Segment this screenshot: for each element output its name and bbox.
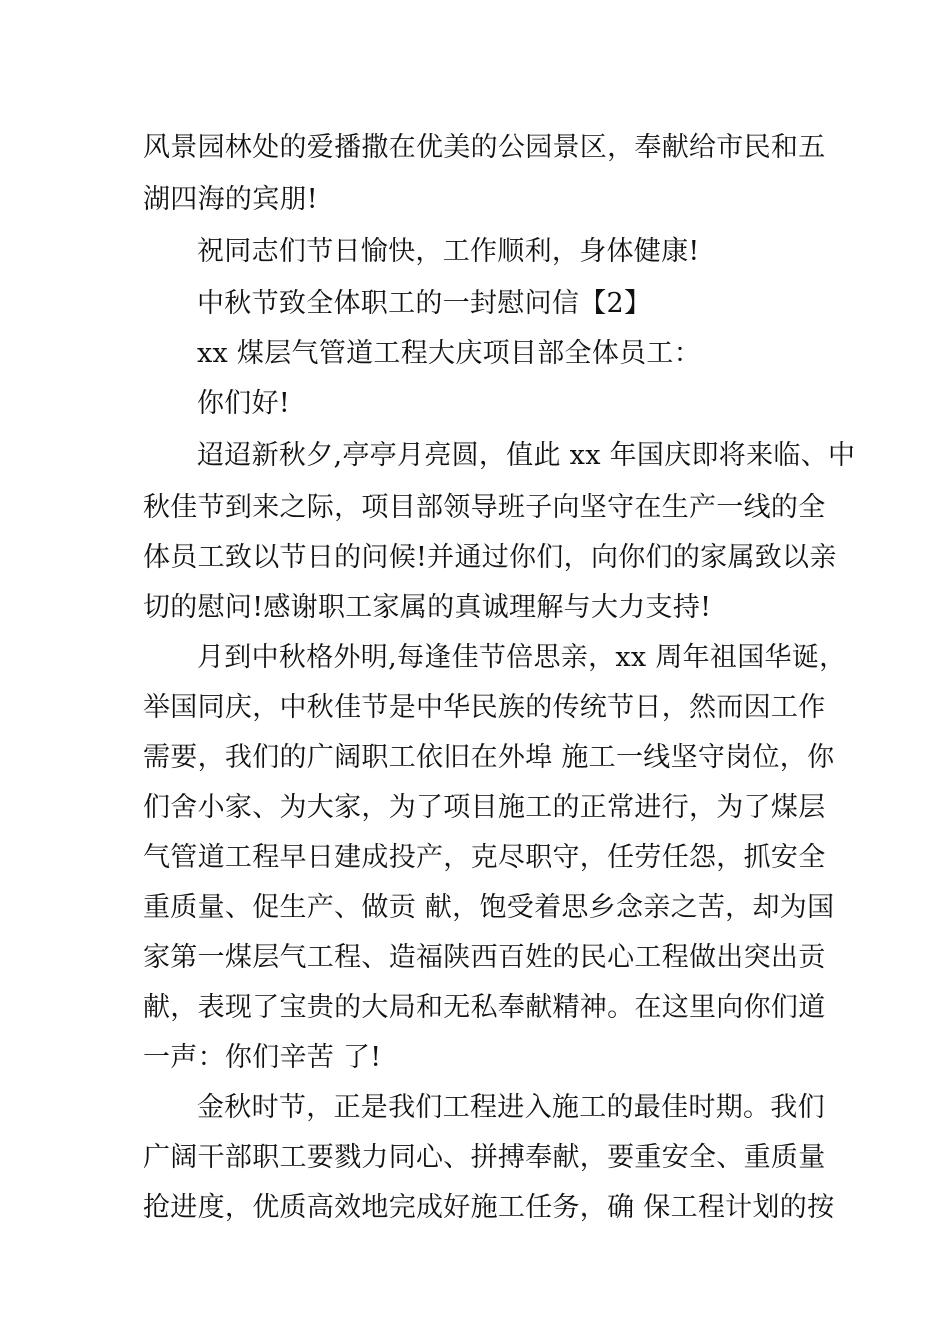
text-line: 气管道工程早日建成投产，克尽职守，任劳任怨，抓安全	[143, 842, 826, 873]
text-line: 家第一煤层气工程、造福陕西百姓的民心工程做出突出贡	[143, 942, 826, 973]
text-line: 湖四海的宾朋!	[143, 184, 318, 215]
salutation: xx 煤层气管道工程大庆项目部全体员工：	[197, 338, 702, 369]
greeting: 你们好!	[197, 388, 291, 419]
text-line: 祝同志们节日愉快，工作顺利，身体健康!	[197, 236, 700, 267]
text-line: 体员工致以节日的问候!并通过你们，向你们的家属致以亲	[143, 542, 837, 573]
text-line: 们舍小家、为大家，为了项目施工的正常进行，为了煤层	[143, 792, 826, 823]
text-line: 风景园林处的爱播撒在优美的公园景区，奉献给市民和五	[143, 132, 826, 163]
text-line: 广阔干部职工要戮力同心、拼搏奉献，要重安全、重质量	[143, 1142, 826, 1173]
text-line: 秋佳节到来之际，项目部领导班子向坚守在生产一线的全	[143, 492, 826, 523]
section-heading: 中秋节致全体职工的一封慰问信【2】	[197, 288, 652, 319]
text-line: 月到中秋格外明,每逢佳节倍思亲，xx 周年祖国华诞，	[197, 642, 847, 673]
text-line: 一声：你们辛苦 了!	[143, 1042, 382, 1073]
text-line: 举国同庆，中秋佳节是中华民族的传统节日，然而因工作	[143, 692, 826, 723]
text-line: 迢迢新秋夕,亭亭月亮圆，值此 xx 年国庆即将来临、中	[197, 440, 856, 471]
text-line: 切的慰问!感谢职工家属的真诚理解与大力支持!	[143, 592, 712, 623]
text-line: 重质量、促生产、做贡 献，饱受着思乡念亲之苦，却为国	[143, 892, 835, 923]
text-line: 抢进度，优质高效地完成好施工任务，确 保工程计划的按	[143, 1192, 835, 1223]
text-line: 金秋时节，正是我们工程进入施工的最佳时期。我们	[197, 1092, 825, 1123]
text-line: 献，表现了宝贵的大局和无私奉献精神。在这里向你们道	[143, 992, 826, 1023]
text-line: 需要，我们的广阔职工依旧在外埠 施工一线坚守岗位，你	[143, 742, 835, 773]
